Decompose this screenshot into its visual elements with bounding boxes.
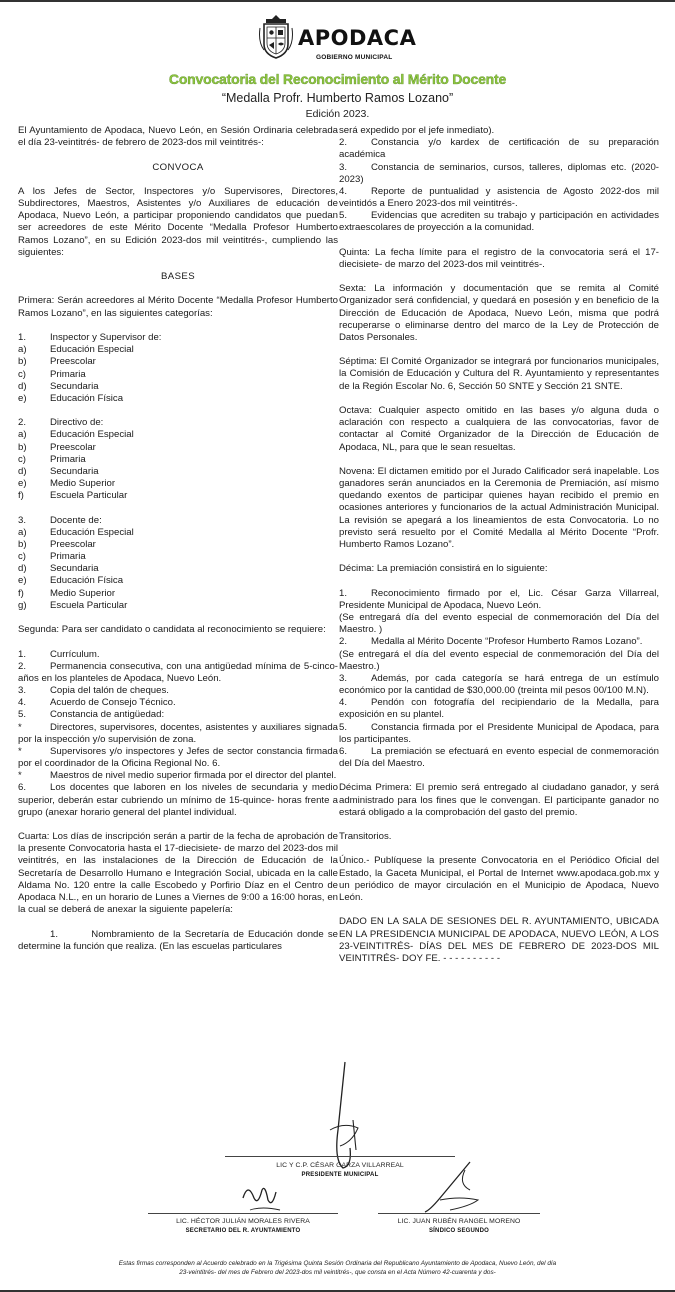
list-item <box>339 210 659 234</box>
list-item <box>18 600 338 612</box>
notice-subtitle: “Medalla Profr. Humberto Ramos Lozano” <box>221 90 454 105</box>
list-marker: 1. <box>339 587 348 599</box>
list-marker: e) <box>18 478 27 490</box>
list-text: Primaria <box>50 453 86 465</box>
list-item <box>18 685 338 697</box>
transitorios-heading: Transitorios. <box>339 831 392 843</box>
list-marker: b) <box>18 356 27 368</box>
cuarta-paragraph: Cuarta: Los días de inscripción serán a partir de la fecha de aprobación de la presente Convocatoria hasta el 17-diecisiete- de marzo del 2023-dos mil veintitrés, en las instalaciones de la Dirección de Educación de la Secretaría de Desarrollo Humano e Integración Social, ubicada en la calle Aldama No. 120 entre la calle Escobedo y Porfirio Díaz en el Centro de Apodaca N.L., en un horario de Lunes a Viernes de 9:00 a 16:00 horas, en la cual se deberá de anexar la siguiente papelería: <box>18 831 338 916</box>
list-text: Constancia y/o kardex de certificación de su preparación académica <box>339 137 659 161</box>
list-item <box>339 162 659 186</box>
secretary-signature-line <box>148 1213 338 1214</box>
list-text: Directores, supervisores, docentes, asistentes y auxiliares signada por la inspección y/o supervisión de zona. <box>18 721 338 745</box>
prizes-list <box>339 588 659 771</box>
list-item <box>18 381 338 393</box>
list-text: Acuerdo de Consejo Técnico. <box>50 697 176 709</box>
list-marker: e) <box>18 392 27 404</box>
list-marker: 5. <box>339 210 348 222</box>
category-heading <box>18 332 338 344</box>
list-marker: c) <box>18 551 26 563</box>
list-marker: d) <box>18 380 27 392</box>
list-text: Educación Física <box>50 392 124 404</box>
convoca-heading: CONVOCA <box>152 161 204 173</box>
list-marker: d) <box>18 465 27 477</box>
sindico-role: SÍNDICO SEGUNDO <box>428 1228 489 1234</box>
footer-note <box>60 1260 615 1277</box>
list-item <box>18 551 338 563</box>
president-name: LIC Y C.P. CÉSAR GARZA VILLARREAL <box>276 1162 404 1169</box>
list-marker: a) <box>18 344 27 356</box>
list-item <box>18 442 338 454</box>
right-column <box>339 125 659 965</box>
notice-title: Convocatoria del Reconocimiento al Mérito Docente <box>168 71 507 87</box>
dado-paragraph: DADO EN LA SALA DE SESIONES DEL R. AYUNTAMIENTO, UBICADA EN LA PRESIDENCIA MUNICIPAL DE APODACA, NUEVO LEÓN, A LOS 23-VEINTITRÉS- DÍAS DEL MES DE FEBRERO DE 2023-DOS MIL VEINTITRÉS- DOY FE. - - - - - - - - - - <box>339 916 659 964</box>
primera-paragraph: Primera: Serán acreedores al Mérito Docente “Medalla Profesor Humberto Ramos Lozano”, en las siguientes categorías: <box>18 295 338 319</box>
list-text: Medalla al Mérito Docente “Profesor Humberto Ramos Lozano”. <box>371 636 643 648</box>
list-marker: 1. <box>18 332 27 343</box>
list-text: Reporte de puntualidad y asistencia de Agosto 2022-dos mil veintidós a Enero 2023-dos mil veintitrés-. <box>339 185 659 210</box>
sexta-paragraph: Sexta: La información y documentación que se remita al Comité Organizador será confidencial, y quedará en posesión y en beneficio de la Dirección de Educación de Apodaca, Nuevo León, misma que podrá recuperarse o eliminarse dentro del marco de la Ley de Protección de Datos Personales. <box>339 283 659 343</box>
bases-heading: BASES <box>161 271 195 283</box>
list-item <box>18 575 338 587</box>
list-item <box>339 722 659 746</box>
segunda-paragraph: Segunda: Para ser candidato o candidata al reconocimiento se requiere: <box>18 624 326 636</box>
footer-line-1: Estas firmas corresponden al Acuerdo celebrado en la Trigésima Quinta Sesión Ordinaria del Republicano Ayuntamiento de Apodaca, Nuevo León, del día <box>118 1260 557 1267</box>
list-text: Constancia de antigüedad: <box>50 709 165 721</box>
list-note: (Se entregará día del evento especial de conmemoración del Día del Maestro. ) <box>339 611 659 636</box>
list-text: Reconocimiento firmado por el, Lic. César Garza Villarreal, Presidente Municipal de Apodaca, Nuevo León. <box>339 587 659 611</box>
list-item <box>18 369 338 381</box>
list-text: Pendón con fotografía del recipiendario de la Medalla, para exposición en su plantel. <box>339 697 659 721</box>
list-marker: 1. <box>50 928 59 940</box>
list-marker: 2. <box>18 417 27 429</box>
list-item <box>18 782 338 819</box>
list-marker: 2. <box>18 660 27 672</box>
list-text: Constancia firmada por el Presidente Municipal de Apodaca, para los participantes. <box>339 721 659 745</box>
convoca-paragraph: A los Jefes de Sector, Inspectores y/o Supervisores, Directores, Subdirectores, Maestros, Asistentes y/o Auxiliares de educación de Apodaca, Nuevo León, a participar proponiendo candidatos que puedan ser acreedores de este Mérito Docente “Medalla Profesor Humberto Ramos Lozano”, en su Edición 2023-dos mil veintitrés-, cumpliendo las siguientes: <box>18 185 338 258</box>
list-item <box>18 697 338 709</box>
left-column <box>18 125 338 953</box>
coat-of-arms-logo <box>258 14 294 60</box>
list-marker: 6. <box>18 782 27 794</box>
sindico-name: LIC. JUAN RUBÉN RANGEL MORENO <box>397 1218 521 1225</box>
list-item <box>18 539 338 551</box>
brand-subtitle: GOBIERNO MUNICIPAL <box>316 54 393 61</box>
president-signature-line <box>225 1156 455 1157</box>
list-item <box>18 466 338 478</box>
list-text: Primaria <box>50 551 86 563</box>
list-item <box>339 137 659 161</box>
list-item <box>18 454 338 466</box>
list-item <box>339 673 659 697</box>
secretary-role: SECRETARIO DEL R. AYUNTAMIENTO <box>185 1228 301 1234</box>
sindico-signature-line <box>378 1213 540 1214</box>
list-text: Secundaria <box>50 465 99 477</box>
unico-paragraph: Único.- Publíquese la presente Convocatoria en el Periódico Oficial del Estado, la Gaceta Municipal, el Portal de Internet www.apodaca.gob.mx y un periódico de mayor circulación en el Municipio de Apodaca, Nuevo León. <box>339 855 659 903</box>
paper-item-1 <box>18 929 338 953</box>
list-text: Medio Superior <box>50 587 116 599</box>
list-marker: 3. <box>18 685 27 697</box>
paper-text: Nombramiento de la Secretaría de Educación donde se determine la función que realiza. (En las escuelas particulares <box>18 928 338 952</box>
list-text: Educación Especial <box>50 429 134 441</box>
list-text: Escuela Particular <box>50 490 128 502</box>
requirements-list <box>18 649 338 819</box>
list-marker: e) <box>18 575 27 587</box>
septima-paragraph: Séptima: El Comité Organizador se integrará por funcionarios municipales, la Comisión de Educación y Cultura del R. Ayuntamiento y representantes de la Región Escolar No. 6, Sección 50 SNTE y Sección 21 SNTE. <box>339 356 659 392</box>
list-marker: 4. <box>339 697 348 709</box>
list-marker: * <box>18 721 22 733</box>
list-text: Los docentes que laboren en los niveles de secundaria y medio superior, deberán estar cubriendo un mínimo de 15-quince- horas frente a grupo (anexar horario general del plantel individual. <box>18 782 338 818</box>
list-marker: 5. <box>339 721 348 733</box>
list-item <box>339 636 659 648</box>
list-item <box>18 393 338 405</box>
list-text: La premiación se efectuará en evento especial de conmemoración del Día del Maestro. <box>339 745 659 770</box>
list-item <box>18 709 338 721</box>
list-marker: 1. <box>18 648 27 660</box>
list-text: Medio Superior <box>50 478 116 490</box>
list-marker: 2. <box>339 636 348 648</box>
list-text: Permanencia consecutiva, con una antigüedad mínima de 5-cinco- años en los planteles de Apodaca, Nuevo León. <box>18 660 338 684</box>
list-marker: f) <box>18 490 24 502</box>
signatures-area <box>0 1050 675 1250</box>
list-text: Constancia de seminarios, cursos, talleres, diplomas etc. (2020-2023) <box>339 161 659 185</box>
list-item <box>18 344 338 356</box>
octava-paragraph: Octava: Cualquier aspecto omitido en las bases y/o alguna duda o aclaración con respecto a cualquiera de las convocatorias, favor de contactar al Comité Organizador de la Dirección de Educación de Apodaca, NL, para que le sean resueltas. <box>339 405 659 453</box>
list-item <box>339 186 659 210</box>
list-marker: b) <box>18 538 27 550</box>
intro-paragraph: El Ayuntamiento de Apodaca, Nuevo León, en Sesión Ordinaria celebrada el día 23-veintitrés- de febrero de 2023-dos mil veintitrés-: <box>18 125 338 149</box>
list-marker: c) <box>18 368 26 380</box>
list-item <box>18 527 338 539</box>
list-marker: 4. <box>18 697 27 709</box>
list-text: Secundaria <box>50 563 99 575</box>
list-item <box>18 563 338 575</box>
category-list <box>18 429 338 502</box>
list-marker: f) <box>18 587 24 599</box>
list-text: Escuela Particular <box>50 599 128 611</box>
list-item <box>18 746 338 770</box>
category-list <box>18 527 338 612</box>
list-text: Copia del talón de cheques. <box>50 685 169 697</box>
category-list <box>18 344 338 405</box>
list-text: Currículum. <box>50 648 100 660</box>
category-title: Inspector y Supervisor de: <box>50 332 162 343</box>
president-role: PRESIDENTE MUNICIPAL <box>301 1172 379 1178</box>
list-item <box>18 649 338 661</box>
list-text: Evidencias que acrediten su trabajo y participación en actividades extraescolares de proyección a la comunidad. <box>339 210 659 234</box>
list-item <box>18 478 338 490</box>
list-marker: 3. <box>339 672 348 684</box>
list-item <box>18 490 338 502</box>
continuation-text: será expedido por el jefe inmediato). <box>339 125 495 136</box>
category-title: Directivo de: <box>50 417 104 429</box>
list-text: Además, por cada categoría se hará entrega de un estímulo económico por la cantidad de $30,000.00 (treinta mil pesos 00/100 M.N). <box>339 672 659 697</box>
list-text: Maestros de nivel medio superior firmada por el director del plantel. <box>50 770 337 782</box>
list-marker: 2. <box>339 137 348 149</box>
footer-line-2: 23-veintitrés- del mes de Febrero del 2023-dos mil veintitrés-, que consta en el Acta Número 42-cuarenta y dos- <box>179 1268 496 1276</box>
list-marker: 4. <box>339 185 348 197</box>
list-item <box>18 661 338 685</box>
title-block <box>0 71 675 121</box>
decima-paragraph: Décima: La premiación consistirá en lo siguiente: <box>339 563 548 575</box>
category-heading <box>18 417 338 429</box>
list-text: Primaria <box>50 368 86 380</box>
list-note: (Se entregará el día del evento especial de conmemoración del Día del Maestro.) <box>339 648 659 672</box>
list-text: Preescolar <box>50 356 96 368</box>
brand-name: APODACA <box>298 26 417 50</box>
list-item <box>339 697 659 721</box>
list-text: Preescolar <box>50 538 96 550</box>
list-text: Educación Física <box>50 575 124 587</box>
list-item <box>18 722 338 746</box>
header <box>0 10 675 68</box>
novena-paragraph: Novena: El dictamen emitido por el Jurado Calificador será inapelable. Los ganadores serán anunciados en la Ceremonia de Premiación, así mismo quedando exentos de participar quienes hayan recibido el premio en ocasiones anteriores y funcionarios de la actual Administración Municipal. La revisión se apegará a los lineamientos de esta Convocatoria. Lo no previsto será resuelto por el Comité Medalla al Mérito Docente “Profr. Humberto Ramos Lozano”. <box>339 465 659 550</box>
list-text: Supervisores y/o inspectores y Jefes de sector constancia firmada por el coordinador de la Oficina Regional No. 6. <box>18 745 338 770</box>
list-marker: 3. <box>18 514 27 526</box>
notice-edition: Edición 2023. <box>305 107 370 120</box>
list-text: Educación Especial <box>50 526 134 538</box>
list-marker: 5. <box>18 709 27 721</box>
list-marker: * <box>18 770 22 782</box>
quinta-paragraph: Quinta: La fecha límite para el registro de la convocatoria será el 17-diecisiete- de marzo del 2023-dos mil veintitrés-. <box>339 246 659 270</box>
list-item <box>339 746 659 770</box>
list-item <box>339 588 659 612</box>
list-marker: a) <box>18 526 27 538</box>
category-heading <box>18 515 338 527</box>
list-text: Preescolar <box>50 441 96 453</box>
papers-list <box>339 137 659 234</box>
list-marker: b) <box>18 441 27 453</box>
category-title: Docente de: <box>50 514 102 526</box>
list-marker: a) <box>18 429 27 441</box>
list-item <box>18 429 338 441</box>
list-marker: d) <box>18 563 27 575</box>
list-item <box>18 356 338 368</box>
list-marker: 6. <box>339 745 348 757</box>
list-item <box>18 588 338 600</box>
list-marker: * <box>18 745 22 757</box>
list-text: Educación Especial <box>50 344 134 356</box>
list-item <box>18 770 338 782</box>
list-marker: g) <box>18 599 27 611</box>
secretary-name: LIC. HÉCTOR JULIÁN MORALES RIVERA <box>176 1218 310 1225</box>
list-marker: c) <box>18 453 26 465</box>
list-text: Secundaria <box>50 380 99 392</box>
list-marker: 3. <box>339 161 348 173</box>
decima-primera-paragraph: Décima Primera: El premio será entregado al ciudadano ganador, y será administrado para los fines que le convengan. El participante ganador no estará obligado a la comprobación del gasto del premio. <box>339 782 659 818</box>
